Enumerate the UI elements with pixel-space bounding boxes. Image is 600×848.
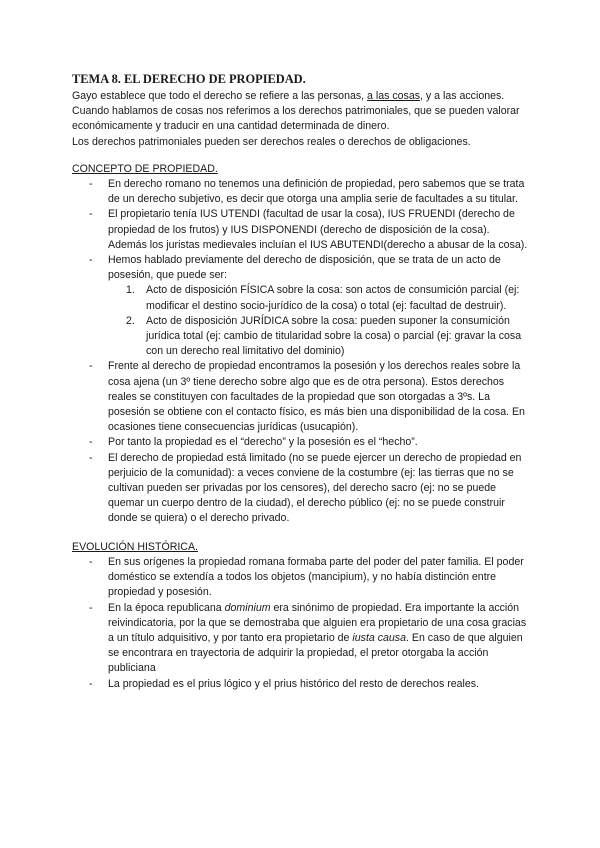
list-item: - Frente al derecho de propiedad encontramos la posesión y los derechos reales sobre la cosa ajena (un 3º tiene derecho sobre algo que es de otra persona). Estos derechos reales se constituyen con facultades de la propiedad que son otorgadas a 3ºs. La posesión se obtiene con el contacto físico, es más bien una disponibilidad de la cosa. En ocasiones tiene consecuencias jurídicas (usucapión). [72, 359, 528, 435]
evolucion-list [72, 555, 528, 692]
sublist-text: Acto de disposición JURÍDICA sobre la cosa: pueden suponer la consumición jurídica total (ej: cambio de titularidad sobre la cosa) o parcial (ej: gravar la cosa con un derecho real limitativo del dominio) [146, 314, 522, 358]
disposicion-sublist [72, 283, 528, 359]
intro-text-a: Gayo establece que todo el derecho se refiere a las personas, [72, 90, 368, 102]
sublist-number: 2. [126, 314, 135, 327]
list-item-text: Hemos hablado previamente del derecho de disposición, que se trata de un acto de posesión, que puede ser: [108, 254, 501, 282]
intro-paragraph-3: Los derechos patrimoniales pueden ser derechos reales o derechos de obligaciones. [72, 135, 471, 148]
text-run: era sinónimo de propiedad. Era importante la acción reivindicatoria, por la que se demostraba que alguien era propietario de una cosa gracias a un título adquisitivo, y por tanto era propietario de [108, 601, 527, 644]
text-run: En la época republicana [108, 601, 225, 614]
list-item: - En derecho romano no tenemos una definición de propiedad, pero sabemos que se trata de un derecho subjetivo, es decir que otorga una amplia serie de facultades a su titular. [72, 177, 528, 207]
page-title: TEMA 8. EL DERECHO DE PROPIEDAD. [72, 72, 306, 86]
section-evolucion [72, 540, 528, 692]
italic-dominium: dominium [224, 601, 271, 614]
sublist-text: Acto de disposición FÍSICA sobre la cosa: son actos de consumición parcial (ej: modificar el destino socio-jurídico de la cosa) o total (ej: facultad de destruir). [146, 284, 520, 312]
sublist-item [72, 283, 528, 313]
section-concepto [72, 162, 528, 527]
intro-text-b: , y a las acciones. [420, 90, 505, 102]
text-run: . En caso de que alguien se encontrara en trayectoria de adquirir la propiedad, el pretor otorgaba la acción publiciana [108, 631, 523, 675]
list-item: - El derecho de propiedad está limitado (no se puede ejercer un derecho de propiedad en perjuicio de la comunidad): a veces conviene de la costumbre (ej: las tierras que no se cultivan pueden ser privadas por los censores), del derecho sacro (ej: no se puede quemar un cuerpo dentro de la ciudad), el derecho público (ej: no se puede construir donde se quiera) o el derecho privado. [72, 451, 528, 527]
sublist-item [72, 314, 528, 360]
intro-paragraph-1 [72, 89, 528, 104]
sublist-number: 1. [126, 284, 135, 297]
intro-paragraph-2: Cuando hablamos de cosas nos referimos a los derechos patrimoniales, que se pueden valorar económicamente y traducir en una cantidad determinada de dinero. [72, 105, 520, 133]
list-item: - La propiedad es el prius lógico y el prius histórico del resto de derechos reales. [72, 677, 528, 692]
section-heading-concepto: CONCEPTO DE PROPIEDAD. [72, 162, 218, 175]
document-page [72, 72, 528, 692]
intro-underlined-cosas: a las cosas [367, 90, 421, 102]
list-item: - El propietario tenía IUS UTENDI (facultad de usar la cosa), IUS FRUENDI (derecho de propiedad de los frutos) y IUS DISPONENDI (derecho de disposición de la cosa). Además los juristas medievales incluían el IUS ABUTENDI(derecho a abusar de la cosa). [72, 207, 528, 253]
list-item [72, 253, 528, 359]
italic-iusta-causa: iusta causa [352, 631, 406, 644]
list-item: - Por tanto la propiedad es el “derecho” y la posesión es el “hecho”. [72, 435, 528, 450]
list-item [72, 601, 528, 677]
section-heading-evolucion: EVOLUCIÓN HISTÓRICA. [72, 540, 198, 553]
concepto-list [72, 177, 528, 527]
list-item: - En sus orígenes la propiedad romana formaba parte del poder del pater familia. El poder doméstico se extendía a todos los objetos (mancipium), y no había distinción entre propiedad y posesión. [72, 555, 528, 601]
